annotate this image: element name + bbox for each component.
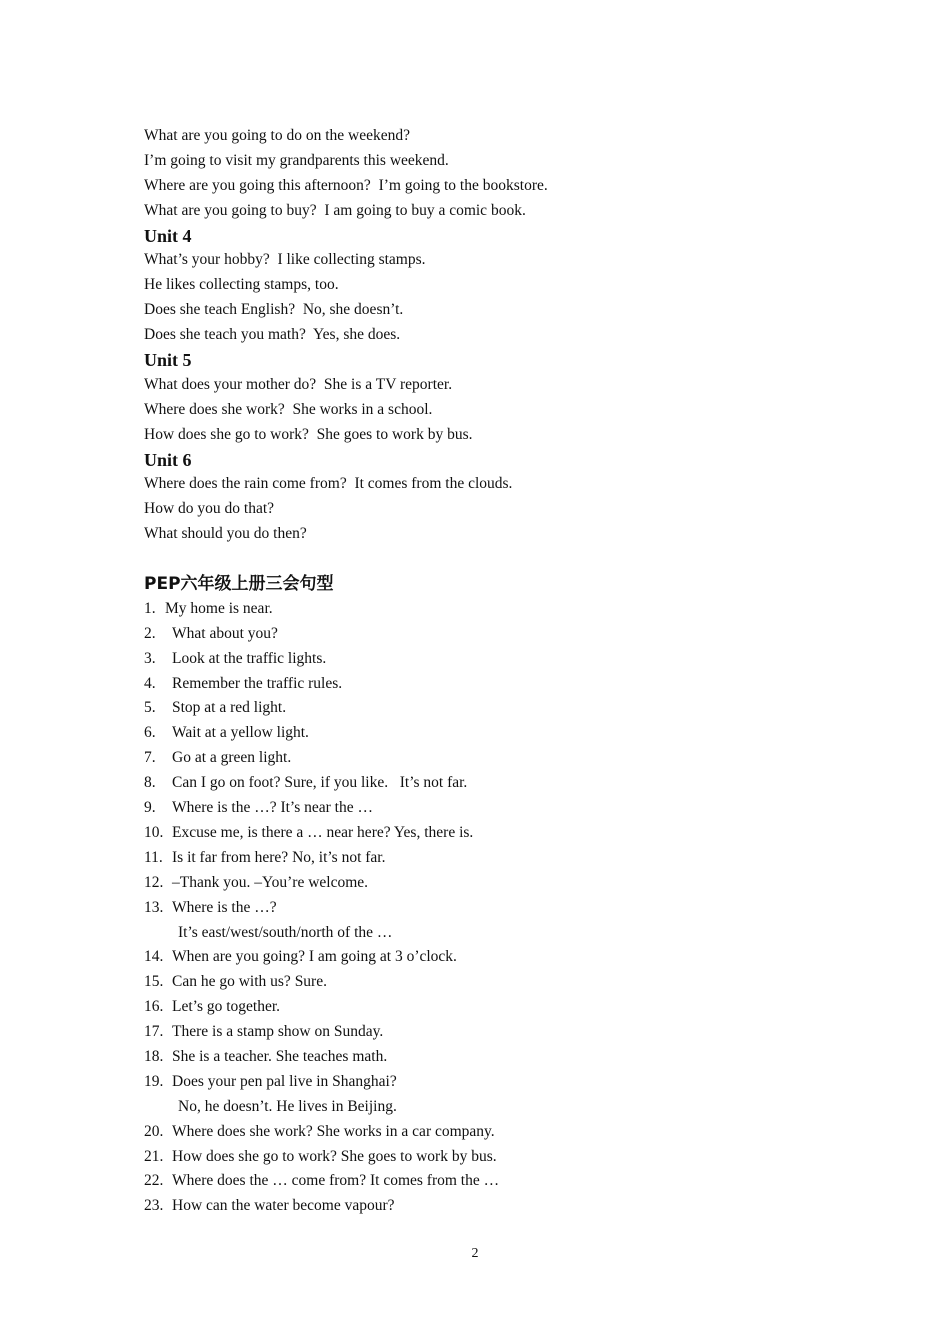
item-text: When are you going? I am going at 3 o’clock. [172,948,457,966]
item-number: 6. [144,724,156,742]
list-item [144,1120,844,1145]
page-number: 2 [471,1246,479,1261]
list-item [144,796,844,821]
item-number: 21. [144,1147,164,1165]
list-item [144,896,844,921]
item-text: Stop at a red light. [172,699,287,717]
item-text: How can the water become vapour? [172,1197,395,1215]
list-item [144,1194,844,1219]
item-text: How does she go to work? She goes to work by bus. [172,1147,497,1165]
list-item [144,597,844,622]
text-line: Where does the rain come from? It comes from the clouds. [144,475,513,493]
item-number: 19. [144,1072,164,1090]
list-item [144,771,844,796]
item-number: 5. [144,699,156,717]
list-item [144,871,844,896]
list-item [144,1145,844,1170]
item-number: 8. [144,774,156,792]
item-text: Excuse me, is there a … near here? Yes, there is. [172,823,474,841]
item-text: There is a stamp show on Sunday. [172,1023,384,1041]
unit-5-section [144,348,844,448]
list-item [144,1020,844,1045]
item-text: Can I go on foot? Sure, if you like. It’s not far. [172,774,468,792]
item-text: Where is the …? It’s near the … [172,799,373,817]
item-text: Is it far from here? No, it’s not far. [172,848,386,866]
item-text: Go at a green light. [172,749,292,767]
section-title: PEP六年级上册三会句型 [144,574,334,595]
list-item [144,846,844,871]
text-line: Where does she work? She works in a school. [144,400,433,418]
list-item [144,622,844,647]
text-line: I’m going to visit my grandparents this weekend. [144,151,449,169]
text-line: He likes collecting stamps, too. [144,276,339,294]
item-text: What about you? [172,624,278,642]
text-line: What are you going to buy? I am going to buy a comic book. [144,201,526,219]
item-continuation: No, he doesn’t. He lives in Beijing. [178,1097,397,1115]
text-line: What’s your hobby? I like collecting stamps. [144,251,426,269]
item-text: Look at the traffic lights. [172,649,327,667]
text-line: Does she teach you math? Yes, she does. [144,326,401,344]
list-item [144,821,844,846]
item-number: 16. [144,998,164,1016]
item-text: Where does she work? She works in a car company. [172,1122,495,1140]
list-item [144,746,844,771]
item-number: 14. [144,948,164,966]
item-text: Where does the … come from? It comes from the … [172,1172,500,1190]
unit-heading: Unit 5 [144,350,192,371]
unit-heading: Unit 4 [144,225,192,246]
text-line: What does your mother do? She is a TV reporter. [144,375,453,393]
item-text: My home is near. [165,599,273,617]
list-item [144,970,844,995]
item-number: 1. [144,599,156,617]
text-line: How do you do that? [144,500,275,518]
list-item [144,721,844,746]
item-text: Remember the traffic rules. [172,674,343,692]
intro-lines [144,124,844,224]
item-text: She is a teacher. She teaches math. [172,1047,388,1065]
list-item [144,1045,844,1070]
item-text: Can he go with us? Sure. [172,973,327,991]
list-item [144,995,844,1020]
blank-line [144,547,844,572]
list-item [144,945,844,970]
item-number: 12. [144,873,164,891]
item-text: Wait at a yellow light. [172,724,309,742]
item-text: Does your pen pal live in Shanghai? [172,1072,397,1090]
item-number: 9. [144,799,156,817]
sentence-list [144,597,844,1219]
unit-6-section [144,448,844,548]
document-page [144,124,844,1219]
list-item [144,1169,844,1194]
text-line: Where are you going this afternoon? I’m going to the bookstore. [144,176,548,194]
item-number: 2. [144,624,156,642]
item-text: –Thank you. –You’re welcome. [172,873,369,891]
list-item [144,1070,844,1095]
item-number: 7. [144,749,156,767]
item-text: Let’s go together. [172,998,281,1016]
item-number: 4. [144,674,156,692]
item-continuation: It’s east/west/south/north of the … [178,923,393,941]
item-number: 18. [144,1047,164,1065]
item-number: 15. [144,973,164,991]
item-number: 17. [144,1023,164,1041]
text-line: How does she go to work? She goes to work by bus. [144,425,473,443]
text-line: What should you do then? [144,525,307,543]
item-number: 13. [144,898,164,916]
text-line: What are you going to do on the weekend? [144,127,410,144]
item-number: 20. [144,1122,164,1140]
unit-4-section [144,224,844,348]
list-item [144,696,844,721]
text-line: Does she teach English? No, she doesn’t. [144,301,404,319]
item-number: 10. [144,823,164,841]
item-number: 22. [144,1172,164,1190]
item-number: 3. [144,649,156,667]
item-text: Where is the …? [172,898,277,916]
unit-heading: Unit 6 [144,449,192,470]
list-item [144,647,844,672]
list-item [144,672,844,697]
item-number: 23. [144,1197,164,1215]
item-number: 11. [144,848,163,866]
